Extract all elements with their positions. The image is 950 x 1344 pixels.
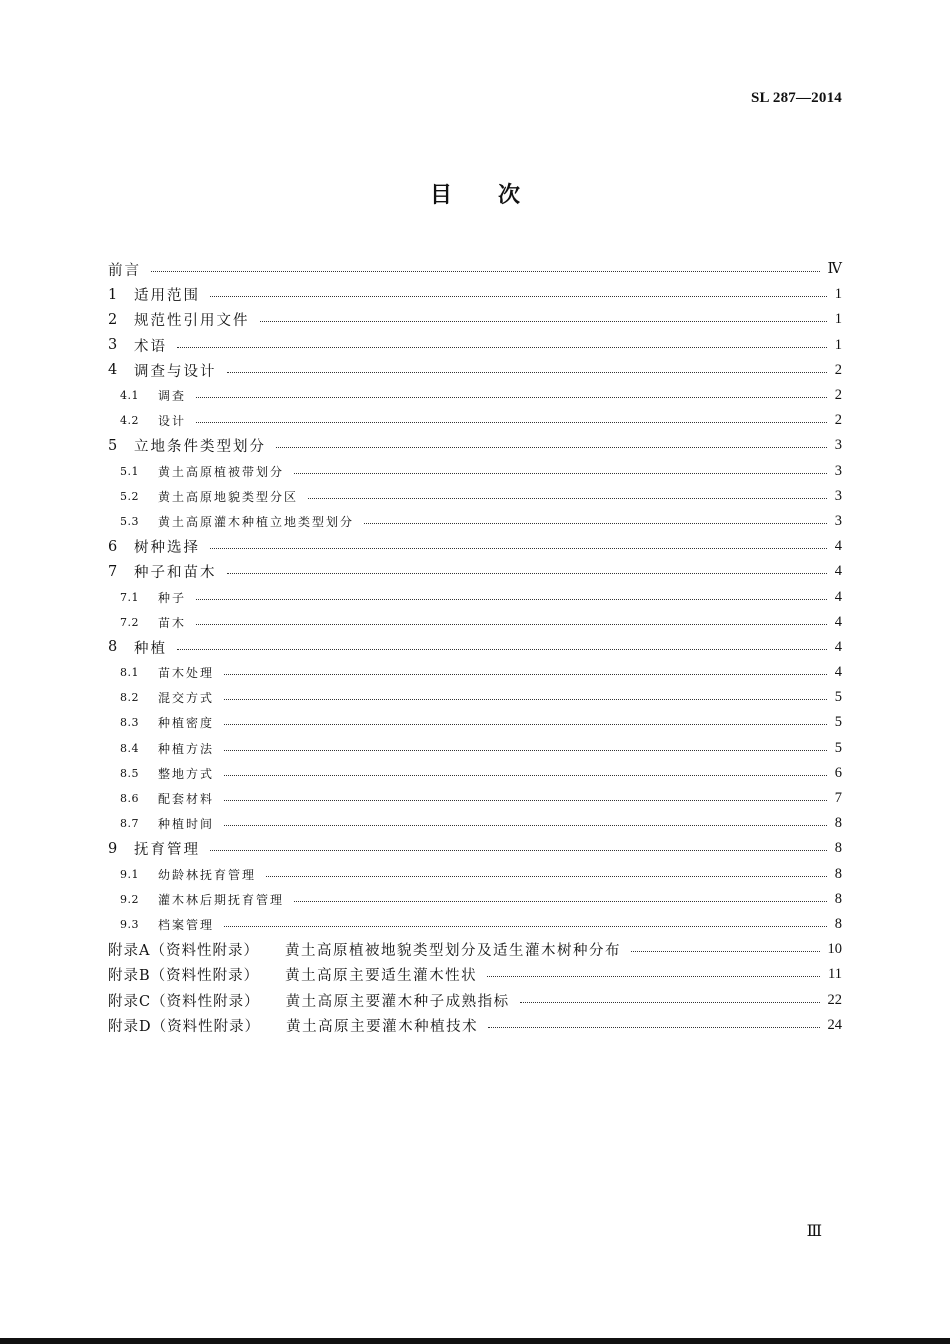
toc-entry[interactable] bbox=[108, 635, 842, 660]
toc-entry[interactable] bbox=[108, 987, 842, 1012]
dot-leader bbox=[520, 1002, 820, 1003]
toc-entry[interactable] bbox=[108, 862, 842, 887]
dot-leader bbox=[224, 775, 827, 776]
toc-entry-page: 4 bbox=[834, 588, 842, 605]
dot-leader bbox=[276, 447, 827, 448]
dot-leader bbox=[210, 548, 827, 549]
toc-entry-page: 4 bbox=[834, 664, 842, 681]
dot-leader bbox=[224, 699, 827, 700]
toc-entry-page: 8 bbox=[834, 915, 842, 932]
toc-entry-label: 抚育管理 bbox=[134, 842, 200, 859]
page-number: Ⅲ bbox=[806, 1223, 822, 1240]
toc-entry-label: 种子 bbox=[158, 590, 187, 605]
toc-entry-page: 4 bbox=[834, 638, 842, 655]
toc-entry-number: 4 bbox=[108, 362, 118, 379]
dot-leader bbox=[631, 951, 820, 952]
toc-entry[interactable] bbox=[108, 433, 842, 458]
toc-entry-page: 8 bbox=[834, 865, 842, 882]
dot-leader bbox=[227, 573, 827, 574]
toc-entry-label: 整地方式 bbox=[158, 766, 215, 781]
toc-entry-page: 7 bbox=[834, 790, 842, 807]
toc-entry-label: 立地条件类型划分 bbox=[134, 439, 266, 456]
toc-entry-label: 黄土高原灌木种植立地类型划分 bbox=[158, 514, 355, 529]
toc-entry-label: 灌木林后期抚育管理 bbox=[158, 892, 285, 907]
dot-leader bbox=[224, 674, 827, 675]
toc-entry-appendix-title: 黄土高原主要适生灌木性状 bbox=[285, 968, 478, 985]
toc-entry[interactable] bbox=[108, 937, 842, 962]
toc-entry-number: 5 bbox=[108, 437, 118, 454]
toc-entry-number: 4.2 bbox=[120, 414, 139, 428]
toc-entry-label: 种子和苗木 bbox=[134, 565, 217, 582]
dot-leader bbox=[177, 649, 827, 650]
toc-entry[interactable] bbox=[108, 484, 842, 509]
toc-entry[interactable] bbox=[108, 408, 842, 433]
toc-entry-label: 种植 bbox=[134, 640, 167, 657]
toc-entry[interactable] bbox=[108, 610, 842, 635]
toc-entry-number: 8 bbox=[108, 639, 118, 656]
bottom-rule bbox=[0, 1338, 950, 1344]
toc-entry-page: 8 bbox=[834, 815, 842, 832]
toc-entry[interactable] bbox=[108, 358, 842, 383]
toc-entry-number: 7 bbox=[108, 563, 118, 580]
toc-entry-page: 2 bbox=[834, 387, 842, 404]
dot-leader bbox=[210, 850, 827, 851]
toc-entry-page: 5 bbox=[834, 714, 842, 731]
toc-entry[interactable] bbox=[108, 962, 842, 987]
toc-entry-number: 9.2 bbox=[120, 892, 139, 906]
toc-entry-appendix-title: 黄土高原主要灌木种植技术 bbox=[286, 1018, 479, 1035]
toc-entry-page: 3 bbox=[834, 437, 842, 454]
toc-entry-page: 6 bbox=[834, 764, 842, 781]
toc-entry-page: 5 bbox=[834, 689, 842, 706]
toc-entry-number: 8.1 bbox=[120, 666, 139, 680]
toc-entry-page: 1 bbox=[834, 336, 842, 353]
toc-entry-number: 8.7 bbox=[120, 817, 139, 831]
toc-entry[interactable] bbox=[108, 333, 842, 358]
dot-leader bbox=[364, 523, 827, 524]
toc-entry-label: 黄土高原植被带划分 bbox=[158, 464, 285, 479]
toc-entry[interactable] bbox=[108, 761, 842, 786]
toc-entry[interactable] bbox=[108, 584, 842, 609]
toc-entry-page: 4 bbox=[834, 563, 842, 580]
toc-entry-label: 前言 bbox=[108, 263, 141, 280]
toc-entry-number: 1 bbox=[108, 286, 118, 303]
dot-leader bbox=[224, 926, 827, 927]
toc-entry-label: 苗木处理 bbox=[158, 666, 215, 681]
toc-entry[interactable] bbox=[108, 282, 842, 307]
toc-entry[interactable] bbox=[108, 912, 842, 937]
dot-leader bbox=[224, 800, 827, 801]
toc-entry-page: Ⅳ bbox=[827, 261, 842, 278]
toc-entry-number: 8.4 bbox=[120, 741, 139, 755]
toc-entry[interactable] bbox=[108, 887, 842, 912]
toc-entry-number: 5.2 bbox=[120, 489, 139, 503]
dot-leader bbox=[224, 750, 827, 751]
toc-entry-number: 7.2 bbox=[120, 615, 139, 629]
toc-entry-number: 2 bbox=[108, 311, 118, 328]
toc-entry-label: 树种选择 bbox=[134, 540, 200, 557]
toc-entry-label: 种植时间 bbox=[158, 817, 215, 832]
toc-entry-label: 种植方法 bbox=[158, 741, 215, 756]
dot-leader bbox=[196, 397, 827, 398]
toc-entry[interactable] bbox=[108, 1013, 842, 1038]
toc-entry[interactable] bbox=[108, 307, 842, 332]
dot-leader bbox=[196, 422, 827, 423]
toc-entry-label: 附录C（资料性附录） bbox=[108, 993, 260, 1010]
toc-entry[interactable] bbox=[108, 786, 842, 811]
toc-entry-label: 附录A（资料性附录） bbox=[108, 943, 259, 960]
dot-leader bbox=[488, 1027, 819, 1028]
dot-leader bbox=[227, 372, 827, 373]
toc-entry-label: 调查与设计 bbox=[134, 363, 217, 380]
toc-entry-number: 4.1 bbox=[120, 389, 139, 403]
dot-leader bbox=[294, 901, 827, 902]
toc-entry-number: 9 bbox=[108, 840, 118, 857]
toc-entry-number: 8.2 bbox=[120, 691, 139, 705]
toc-entry-label: 种植密度 bbox=[158, 716, 215, 731]
toc-entry-page: 3 bbox=[834, 487, 842, 504]
dot-leader bbox=[196, 599, 827, 600]
toc-entry-label: 适用范围 bbox=[134, 288, 200, 305]
dot-leader bbox=[210, 296, 827, 297]
page-title: 目次 bbox=[429, 182, 566, 208]
toc-entry-label: 配套材料 bbox=[158, 792, 215, 807]
toc-entry-page: 8 bbox=[834, 840, 842, 857]
toc-entry-label: 附录D（资料性附录） bbox=[108, 1018, 261, 1035]
toc-entry-page: 2 bbox=[834, 361, 842, 378]
toc-entry-label: 混交方式 bbox=[158, 691, 215, 706]
toc-entry-page: 8 bbox=[834, 890, 842, 907]
dot-leader bbox=[266, 876, 827, 877]
toc-entry-label: 术语 bbox=[134, 338, 167, 355]
toc-entry[interactable] bbox=[108, 534, 842, 559]
toc-entry-number: 5.3 bbox=[120, 514, 139, 528]
dot-leader bbox=[308, 498, 827, 499]
toc-entry[interactable] bbox=[108, 383, 842, 408]
toc-entry-page: 22 bbox=[827, 991, 842, 1008]
toc-entry-page: 1 bbox=[834, 286, 842, 303]
toc-entry-appendix-title: 黄土高原植被地貌类型划分及适生灌木树种分布 bbox=[284, 943, 621, 960]
toc-entry[interactable] bbox=[108, 685, 842, 710]
toc-entry-page: 3 bbox=[834, 512, 842, 529]
toc-entry[interactable] bbox=[108, 257, 842, 282]
dot-leader bbox=[196, 624, 827, 625]
toc-entry-label: 附录B（资料性附录） bbox=[108, 968, 260, 985]
toc-entry-number: 8.5 bbox=[120, 766, 139, 780]
toc-entry-page: 10 bbox=[827, 941, 842, 958]
toc-entry-page: 1 bbox=[834, 311, 842, 328]
table-of-contents bbox=[108, 257, 842, 1038]
toc-entry-page: 11 bbox=[828, 966, 842, 983]
toc-entry-label: 规范性引用文件 bbox=[134, 313, 250, 330]
toc-entry-page: 24 bbox=[827, 1016, 842, 1033]
toc-entry-label: 苗木 bbox=[158, 615, 187, 630]
toc-entry[interactable] bbox=[108, 660, 842, 685]
toc-entry-label: 设计 bbox=[158, 414, 187, 429]
toc-entry[interactable] bbox=[108, 459, 842, 484]
toc-entry-label: 档案管理 bbox=[158, 917, 215, 932]
toc-entry-number: 9.1 bbox=[120, 867, 139, 881]
toc-entry-label: 幼龄林抚育管理 bbox=[158, 867, 257, 882]
toc-entry-label: 黄土高原地貌类型分区 bbox=[158, 489, 299, 504]
toc-entry[interactable] bbox=[108, 559, 842, 584]
toc-entry-page: 5 bbox=[834, 739, 842, 756]
toc-entry-appendix-title: 黄土高原主要灌木种子成熟指标 bbox=[285, 993, 510, 1010]
toc-entry-label: 调查 bbox=[158, 389, 187, 404]
dot-leader bbox=[151, 271, 820, 272]
dot-leader bbox=[260, 321, 827, 322]
toc-entry-page: 4 bbox=[834, 538, 842, 555]
dot-leader bbox=[224, 724, 827, 725]
toc-entry[interactable] bbox=[108, 736, 842, 761]
dot-leader bbox=[224, 825, 827, 826]
dot-leader bbox=[177, 347, 827, 348]
standard-number: SL 287—2014 bbox=[751, 90, 842, 106]
toc-entry[interactable] bbox=[108, 836, 842, 861]
toc-entry-number: 6 bbox=[108, 538, 118, 555]
toc-entry-number: 7.1 bbox=[120, 590, 139, 604]
toc-entry-page: 2 bbox=[834, 412, 842, 429]
toc-entry-number: 5.1 bbox=[120, 464, 139, 478]
toc-entry[interactable] bbox=[108, 509, 842, 534]
toc-entry-number: 3 bbox=[108, 337, 118, 354]
dot-leader bbox=[294, 473, 827, 474]
toc-entry[interactable] bbox=[108, 811, 842, 836]
toc-entry-number: 8.3 bbox=[120, 716, 139, 730]
dot-leader bbox=[487, 976, 820, 977]
toc-entry-page: 4 bbox=[834, 613, 842, 630]
toc-entry[interactable] bbox=[108, 710, 842, 735]
toc-entry-number: 8.6 bbox=[120, 792, 139, 806]
toc-entry-number: 9.3 bbox=[120, 917, 139, 931]
toc-entry-page: 3 bbox=[834, 462, 842, 479]
